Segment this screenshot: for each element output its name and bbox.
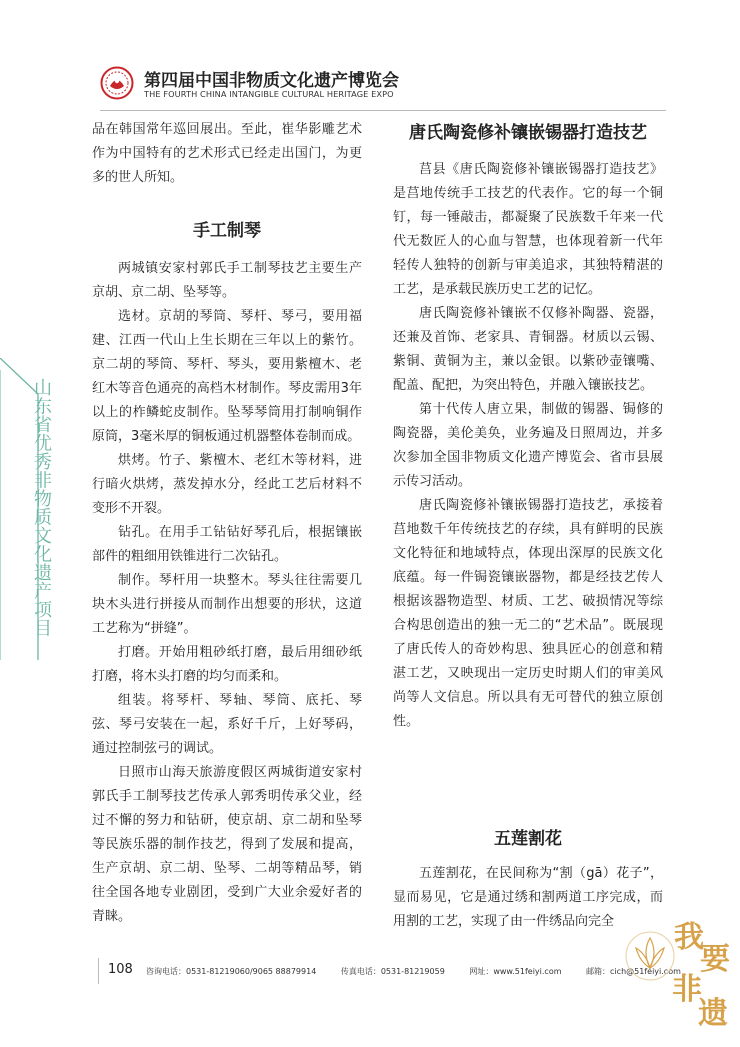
- emblem-char: 遗: [698, 996, 728, 1031]
- emblem-char: 非: [672, 972, 702, 1007]
- paragraph: 钻孔。在用手工钻钻好琴孔后，根据镶嵌部件的粗细用铁锥进行二次钻孔。: [92, 525, 362, 564]
- paragraph: 制作。琴杆用一块整木。琴头往往需要几块木头进行拼接从而制作出想要的形状，这道工艺称为“拼缝”。: [92, 573, 362, 636]
- paragraph: 莒县《唐氏陶瓷修补镶嵌锡器打造技艺》是莒地传统手工技艺的代表作。它的每一个铜钉，每一锤敲击，都凝聚了民族数千年来一代代无数匠人的心血与智慧，也体现着新一代年轻传人独特的创新与审美追求，其独特精湛的工艺，是承载民族历史工艺的记忆。: [393, 162, 663, 297]
- woyao-feiyi-emblem: [612, 908, 732, 1038]
- continuation-paragraph: 品在韩国常年巡回展出。至此，崔华影雕艺术作为中国特有的艺术形式已经走出国门，为更多的世人所知。: [92, 122, 362, 185]
- footer-divider: [98, 958, 99, 984]
- left-body: [92, 257, 362, 929]
- right-body: [393, 158, 663, 734]
- section-title-tang-porcelain: 唐氏陶瓷修补镶嵌锡器打造技艺: [409, 123, 647, 143]
- paragraph: 组装。将琴杆、琴轴、琴筒、底托、琴弦、琴弓安装在一起，系好千斤，上好琴码，通过控制弦弓的调试。: [92, 693, 362, 756]
- section-title-wulian-gehua: 五莲割花: [494, 829, 562, 849]
- expo-title-cn: 第四届中国非物质文化遗产博览会: [144, 71, 399, 91]
- emblem-char: 我: [674, 920, 704, 955]
- header-divider: [100, 110, 666, 111]
- section-title-handmade-qin: 手工制琴: [193, 221, 261, 241]
- paragraph: 日照市山海天旅游度假区两城街道安家村郭氏手工制琴技艺传承人郭秀明传承父业，经过不懈的努力和钻研，使京胡、京二胡和坠琴等民族乐器的制作技艺，得到了发展和提高，生产京胡、京二胡、坠琴、二胡等精品琴，销往全国各地专业剧团，受到广大业余爱好者的青睐。: [92, 765, 362, 924]
- paragraph: 五莲割花，在民间称为“割（gā）花子”，显而易见，它是通过绣和割两道工序完成，而用割的工艺，实现了由一件绣品向完全: [393, 866, 663, 929]
- footer-email[interactable]: 邮箱：cich@51feiyi.com: [586, 967, 681, 976]
- paragraph: 唐氏陶瓷修补镶嵌不仅修补陶器、瓷器，还兼及首饰、老家具、青铜器。材质以云锡、紫铜、黄铜为主，兼以金银。以紫砂壶镶嘴、配盖、配把，为突出特色，并融入镶嵌技艺。: [393, 306, 663, 393]
- paragraph: 两城镇安家村郭氏手工制琴技艺主要生产京胡、京二胡、坠琴等。: [92, 261, 362, 300]
- footer-fax: 传真电话：0531-81219059: [340, 967, 445, 976]
- paragraph: 第十代传人唐立果，制做的锡器、锔修的陶瓷器，美伦美奂，业务遍及日照周边，并多次参加全国非物质文化遗产博览会、省市县展示传习活动。: [393, 402, 663, 489]
- side-tab-label: 山东省优秀非物质文化遗产项目: [31, 378, 52, 637]
- paragraph: 唐氏陶瓷修补镶嵌锡器打造技艺，承接着莒地数千年传统技艺的存续，具有鲜明的民族文化特征和地域特点，体现出深厚的民族文化底蕴。每一件锔瓷镶嵌器物，都是经技艺传人根据该器物造型、材质、工艺、破损情况等综合构思创造出的独一无二的“艺术品”。既展现了唐氏传人的奇妙构思、独具匠心的创意和精湛工艺，又映现出一定历史时期人们的审美风尚等人文信息。所以具有无可替代的独立原创性。: [393, 498, 663, 729]
- expo-logo-icon: [100, 66, 134, 100]
- paragraph: 打磨。开始用粗砂纸打磨，最后用细砂纸打磨，将木头打磨的均匀而柔和。: [92, 645, 362, 684]
- footer-website[interactable]: 网址：www.51feiyi.com: [469, 967, 562, 976]
- paragraph: 烘烤。竹子、紫檀木、老红木等材料，进行暗火烘烤，蒸发掉水分，经此工艺后材料不变形不开裂。: [92, 453, 362, 516]
- emblem-char: 要: [700, 942, 730, 977]
- paragraph: 选材。京胡的琴筒、琴杆、琴弓，要用福建、江西一代山上生长期在三年以上的紫竹。京二胡的琴筒、琴杆、琴头，要用紫檀木、老红木等音色通亮的高档木材制作。琴皮需用3年以上的柞鳞蛇皮制作。坠琴琴筒用打制响铜作原筒，3毫米厚的铜板通过机器整体卷制而成。: [92, 309, 362, 444]
- footer-phone: 咨询电话：0531-81219060/9065 88879914: [146, 967, 317, 976]
- expo-header: [100, 62, 520, 108]
- expo-title-en: THE FOURTH CHINA INTANGIBLE CULTURAL HERITAGE EXPO: [144, 89, 394, 99]
- page-number: 108: [108, 962, 133, 977]
